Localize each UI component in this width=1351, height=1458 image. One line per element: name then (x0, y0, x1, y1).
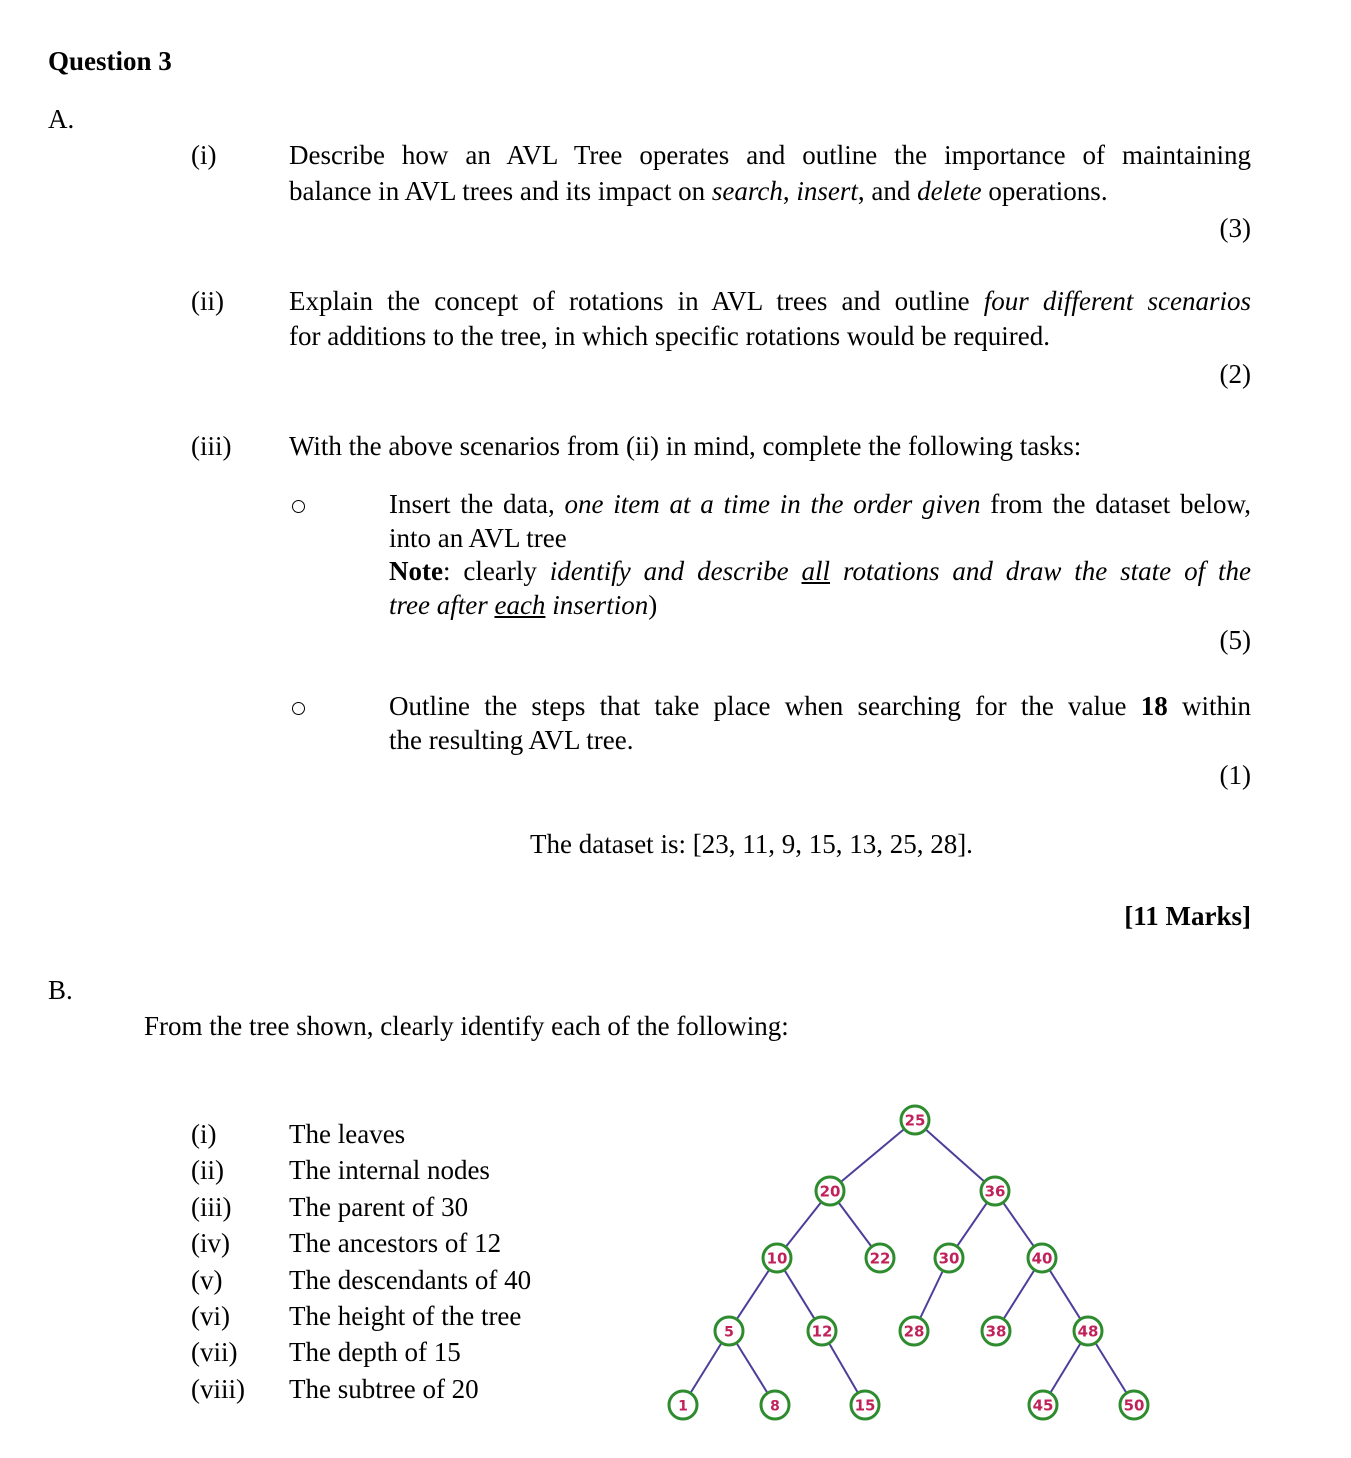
tree-node-label: 8 (770, 1398, 780, 1415)
tree-node-label: 28 (903, 1322, 925, 1341)
task-1-line-1: Insert the data, one item at a time in the order given from the dataset below, (389, 489, 1251, 519)
tree-node-8 (761, 1391, 789, 1419)
task-2-line-2: the resulting AVL tree. (389, 725, 634, 755)
tree-edge-36-40 (1003, 1202, 1034, 1246)
tree-node-label: 50 (1123, 1396, 1145, 1415)
a-item-2-line-2: for additions to the tree, in which specific rotations would be required. (289, 321, 1051, 351)
tree-node-20 (816, 1177, 844, 1205)
tree-node-50 (1120, 1391, 1148, 1419)
b-item-text: The internal nodes (289, 1155, 490, 1185)
tree-node-22 (866, 1244, 894, 1272)
b-item-number: (vii) (191, 1337, 238, 1367)
tree-node-1 (669, 1391, 697, 1419)
tree-edge-10-12 (784, 1270, 814, 1319)
task-1-line-4: tree after each insertion) (389, 590, 658, 620)
b-item-text: The leaves (289, 1119, 406, 1149)
b-item-text: The depth of 15 (289, 1337, 461, 1367)
tree-node-label: 20 (819, 1182, 841, 1201)
tree-edge-25-20 (841, 1129, 905, 1182)
a-item-3-number: (iii) (191, 431, 232, 461)
a-item-2-number: (ii) (191, 286, 224, 316)
tree-node-38 (982, 1317, 1010, 1345)
task-2-bullet (292, 702, 305, 715)
b-item-number: (vi) (191, 1301, 230, 1331)
total-marks: [11 Marks] (1124, 901, 1251, 931)
a-item-1-number: (i) (191, 140, 217, 170)
tree-edge-30-28 (920, 1271, 943, 1319)
part-a-label: A. (48, 104, 75, 134)
question-title: Question 3 (48, 46, 172, 76)
tree-node-label: 48 (1077, 1322, 1099, 1341)
a-item-1-marks: (3) (1219, 213, 1251, 243)
a-item-1-line-1: Describe how an AVL Tree operates and outline the importance of maintaining (289, 140, 1251, 170)
tree-edge-12-15 (829, 1343, 858, 1393)
tree-node-label: 36 (984, 1182, 1006, 1201)
tree-node-40 (1028, 1244, 1056, 1272)
task-2-line-1: Outline the steps that take place when searching for the value 18 within (389, 691, 1251, 721)
tree-edge-48-50 (1095, 1343, 1126, 1393)
b-item-number: (iii) (191, 1192, 232, 1222)
tree-edge-36-30 (957, 1203, 987, 1247)
tree-edge-40-48 (1049, 1270, 1080, 1319)
b-item-number: (i) (191, 1119, 217, 1149)
tree-node-36 (981, 1177, 1009, 1205)
tree-edge-48-45 (1050, 1343, 1080, 1393)
tree-node-5 (715, 1317, 743, 1345)
b-item-text: The descendants of 40 (289, 1265, 532, 1295)
tree-node-label: 1 (678, 1398, 688, 1415)
tree-edge-40-38 (1003, 1270, 1034, 1319)
tree-node-45 (1029, 1391, 1057, 1419)
tree-edge-5-8 (736, 1343, 767, 1393)
a-item-2-marks: (2) (1219, 359, 1251, 389)
tree-node-30 (935, 1244, 963, 1272)
a-item-3-intro: With the above scenarios from (ii) in mind, complete the following tasks: (289, 431, 1082, 461)
tree-node-48 (1074, 1317, 1102, 1345)
tree-node-label: 10 (766, 1249, 788, 1268)
task-1-note: Note: clearly identify and describe all rotations and draw the state of the (389, 556, 1251, 586)
tree-node-15 (851, 1391, 879, 1419)
tree-node-label: 15 (854, 1396, 876, 1415)
tree-node-label: 22 (869, 1249, 891, 1268)
a-item-2-line-1: Explain the concept of rotations in AVL trees and outline four different scenarios (289, 286, 1252, 316)
tree-node-label: 5 (724, 1324, 734, 1341)
binary-tree-diagram (650, 1095, 1170, 1430)
tree-node-label: 45 (1032, 1396, 1054, 1415)
part-b-intro: From the tree shown, clearly identify each of the following: (144, 1011, 789, 1041)
b-item-number: (iv) (191, 1228, 230, 1258)
b-item-text: The parent of 30 (289, 1192, 469, 1222)
tree-node-10 (763, 1244, 791, 1272)
tree-node-label: 25 (904, 1111, 926, 1130)
b-item-text: The subtree of 20 (289, 1374, 479, 1404)
task-2-marks: (1) (1219, 760, 1251, 790)
tree-node-label: 30 (938, 1249, 960, 1268)
tree-node-label: 40 (1031, 1249, 1053, 1268)
tree-node-25 (901, 1106, 929, 1134)
b-item-number: (viii) (191, 1374, 245, 1404)
tree-edge-5-1 (690, 1343, 721, 1393)
b-item-text: The ancestors of 12 (289, 1228, 502, 1258)
task-1-bullet (292, 500, 305, 513)
b-item-number: (ii) (191, 1155, 224, 1185)
tree-node-12 (808, 1317, 836, 1345)
tree-node-label: 38 (985, 1322, 1007, 1341)
tree-edge-20-10 (786, 1202, 822, 1247)
dataset-line: The dataset is: [23, 11, 9, 15, 13, 25, 28]. (530, 829, 973, 859)
b-item-text: The height of the tree (289, 1301, 522, 1331)
tree-node-label: 12 (811, 1322, 833, 1341)
a-item-1-line-2: balance in AVL trees and its impact on search, insert, and delete operations. (289, 176, 1108, 206)
b-item-number: (v) (191, 1265, 223, 1295)
task-1-marks: (5) (1219, 625, 1251, 655)
part-b-label: B. (48, 975, 73, 1005)
tree-node-28 (900, 1317, 928, 1345)
tree-edge-20-22 (838, 1202, 871, 1247)
tree-edge-25-36 (925, 1129, 984, 1181)
tree-edge-10-5 (737, 1270, 770, 1320)
task-1-line-2: into an AVL tree (389, 523, 567, 553)
